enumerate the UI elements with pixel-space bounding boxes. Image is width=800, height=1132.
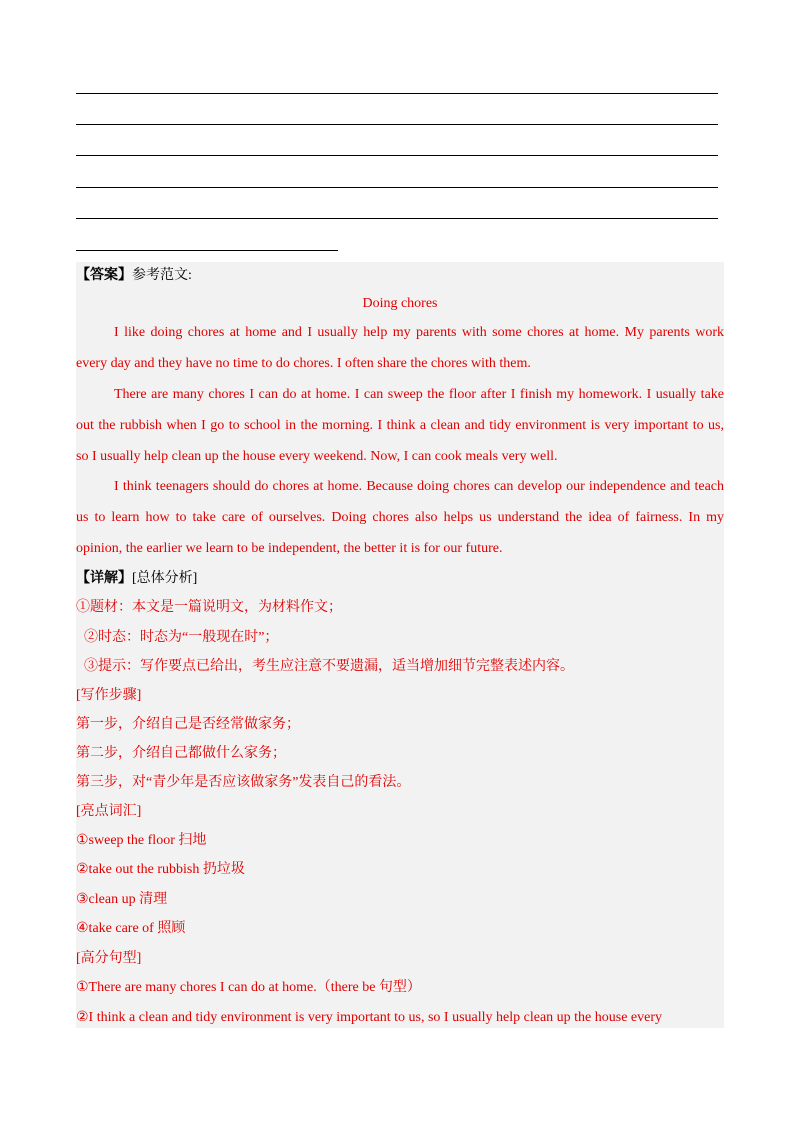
answer-intro: 参考范文: <box>132 268 192 283</box>
essay-line: every day and they have no time to do chores. I often share the chores with them. <box>76 356 531 371</box>
vocab-item: ①sweep the floor 扫地 <box>76 833 207 848</box>
sentence-item: ①There are many chores I can do at home.（there be 句型） <box>76 980 421 995</box>
step-item: 第三步，对“青少年是否应该做家务”发表自己的看法。 <box>76 775 411 790</box>
section-sentence-patterns: [高分句型] <box>76 951 142 966</box>
writing-line-5 <box>76 218 718 219</box>
essay-line: There are many chores I can do at home. I can sweep the floor after I finish my homework. I usually take <box>114 387 724 402</box>
detail-heading <box>76 569 724 589</box>
vocab-item: ②take out the rubbish 扔垃圾 <box>76 862 245 877</box>
step-item: 第二步，介绍自己都做什么家务； <box>76 746 286 761</box>
writing-line-4 <box>76 187 718 188</box>
detail-label: 【详解】 <box>76 571 132 586</box>
step-item: 第一步，介绍自己是否经常做家务； <box>76 717 300 732</box>
essay-line: out the rubbish when I go to school in the morning. I think a clean and tidy environment is very important to us, <box>76 418 724 433</box>
writing-line-2 <box>76 124 718 125</box>
vocab-item: ③clean up 清理 <box>76 892 168 907</box>
vocab-item: ④take care of 照顾 <box>76 921 186 936</box>
answer-heading <box>76 266 724 286</box>
essay-line: so I usually help clean up the house every weekend. Now, I can cook meals very well. <box>76 449 558 464</box>
essay-line: opinion, the earlier we learn to be independent, the better it is for our future. <box>76 541 503 556</box>
analysis-item: ②时态：时态为“一般现在时”； <box>84 630 279 645</box>
analysis-item: ①题材：本文是一篇说明文，为材料作文； <box>76 600 342 615</box>
essay-title: Doing chores <box>362 296 438 311</box>
essay-line: us to learn how to take care of ourselves. Doing chores also helps us understand the idea of fairness. In my <box>76 510 724 525</box>
section-writing-steps: [写作步骤] <box>76 688 142 703</box>
essay-line: I like doing chores at home and I usually help my parents with some chores at home. My parents work <box>114 325 724 340</box>
analysis-item: ③提示：写作要点已给出，考生应注意不要遗漏，适当增加细节完整表述内容。 <box>84 659 574 674</box>
writing-line-3 <box>76 155 718 156</box>
writing-line-1 <box>76 93 718 94</box>
section-highlight-vocab: [亮点词汇] <box>76 804 142 819</box>
sentence-item: ②I think a clean and tidy environment is very important to us, so I usually help clean up the house every <box>76 1010 663 1025</box>
writing-line-6 <box>76 250 338 251</box>
section-overall-analysis: [总体分析] <box>132 571 198 586</box>
answer-label: 【答案】 <box>76 268 132 283</box>
essay-line: I think teenagers should do chores at home. Because doing chores can develop our independence and teach <box>114 479 724 494</box>
